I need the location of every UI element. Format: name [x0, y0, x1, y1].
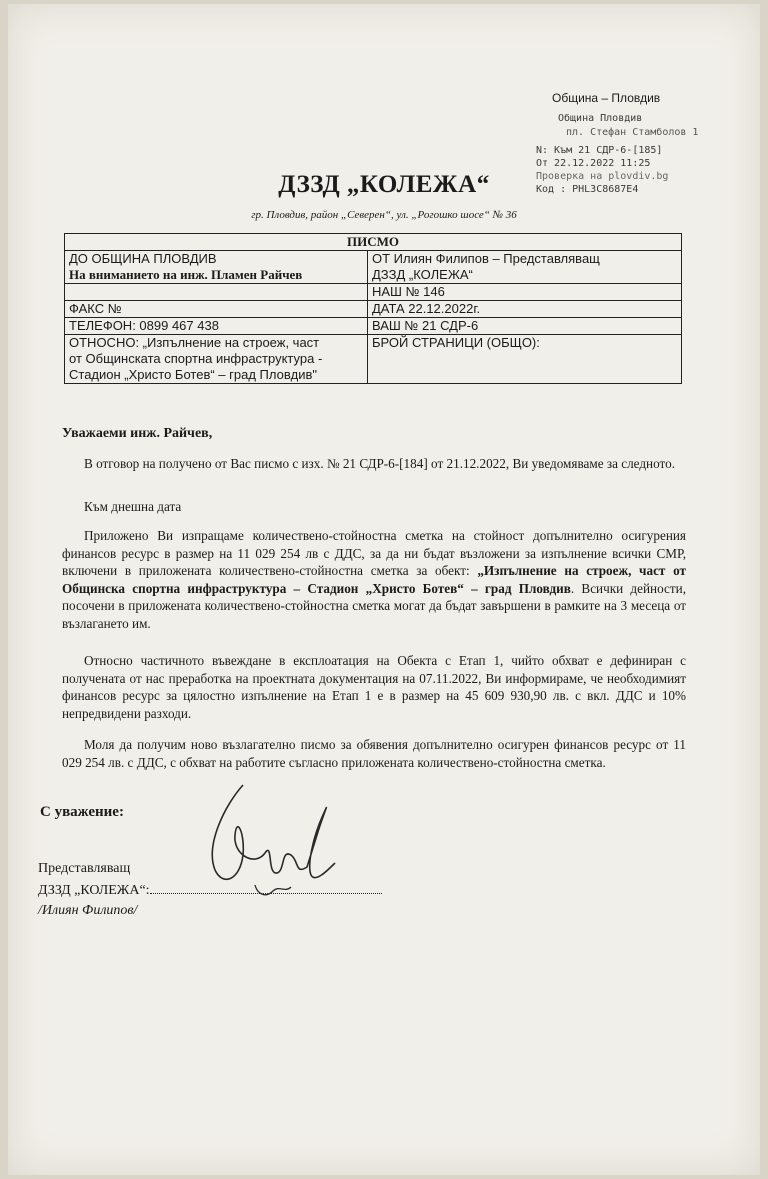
stamp-line: От 22.12.2022 11:25: [536, 158, 651, 169]
sender-line: ОТ Илиян Филипов – Представляващ: [372, 251, 600, 266]
empty-cell: [65, 284, 368, 301]
subject-line: ОТНОСНО: „Изпълнение на строеж, част: [69, 335, 320, 350]
company-title: ДЗЗД „КОЛЕЖА“: [278, 171, 490, 198]
project-name: „Изпълнение на строеж, част от Общинска спортна инфраструктура – Стадион „Христо Ботев“ – град Пловдив: [62, 563, 686, 596]
recipient-cell: [65, 251, 368, 284]
stamp-line: Проверка на plovdiv.bg: [536, 171, 669, 182]
paragraph-date: Към днешна дата: [84, 499, 182, 514]
signer-role: Представляващ: [38, 861, 131, 876]
page-count-cell: БРОЙ СТРАНИЦИ (ОБЩО):: [368, 335, 682, 384]
signer-name: /Илиян Филипов/: [38, 903, 138, 918]
estimate-text: Приложено Ви изпращаме количествено-стойностна сметка на стойност допълнително осигурения финансов ресурс в размер на 11 029 254 лв с ДДС, за да ни бъдат възложени за изпълнение всички СМР, включени в приложената количествено-стойностна сметка за обект:: [62, 528, 686, 578]
attention-line: На вниманието на инж. Пламен Райчев: [69, 267, 303, 282]
sender-company: ДЗЗД „КОЛЕЖА“: [372, 267, 473, 282]
our-number: НАШ № 146: [368, 284, 682, 301]
recipient-line: ДО ОБЩИНА ПЛОВДИВ: [69, 251, 217, 266]
stamp-organization: Община – Пловдив: [552, 91, 661, 105]
stamp-line: Община Пловдив: [558, 113, 643, 124]
fax-cell: ФАКС №: [65, 301, 368, 318]
subject-line: Стадион „Христо Ботев“ – град Пловдив": [69, 367, 317, 382]
your-number-cell: ВАШ № 21 СДР-6: [368, 318, 682, 335]
subject-line: от Общинската спортна инфраструктура -: [69, 351, 323, 366]
sender-cell: [368, 251, 682, 284]
closing: С уважение:: [40, 804, 124, 820]
handwritten-signature: [195, 775, 355, 905]
paragraph-reply: В отговор на получено от Вас писмо с изх. № 21 СДР-6-[184] от 21.12.2022, Ви уведомяваме за следното.: [84, 456, 676, 471]
paragraph-stage1: Относно частичното въвеждане в експлоатация на Обекта с Етап 1, чийто обхват е дефиниран с получената от нас преработка на проектната документация на 07.11.2022, Ви информираме, че необходимият финансов ресурс за цялостно изпълнение на Етап 1 е в размер на 45 609 930,90 лв. с вкл. ДДС и 10% непредвидени разходи.: [62, 653, 686, 721]
date-cell: ДАТА 22.12.2022г.: [368, 301, 682, 318]
stamp-line: пл. Стефан Стамболов 1: [566, 127, 699, 138]
salutation: Уважаеми инж. Райчев,: [62, 426, 213, 441]
signer-company: ДЗЗД „КОЛЕЖА“:: [38, 883, 150, 898]
company-address: гр. Пловдив, район „Северен“, ул. „Рогошко шосе“ № 36: [251, 209, 517, 221]
subject-cell: [65, 335, 368, 384]
estimate-text-end: . Всички дейности, посочени в приложената количествено-стойностна сметка могат да бъдат завършени в рамките на 3 месеца от възлагането им.: [62, 580, 687, 631]
paragraph-estimate: [62, 527, 686, 632]
letter-header-table: [64, 233, 682, 384]
stamp-line: Код : PHL3C8687E4: [536, 184, 639, 195]
paragraph-request: Моля да получим ново възлагателно писмо за обявения допълнително осигурен финансов ресурс от 11 029 254 лв. с ДДС, с обхват на работите съгласно приложената количествено-стойностна сметка.: [62, 737, 686, 770]
table-title: ПИСМО: [65, 234, 682, 251]
phone-cell: ТЕЛЕФОН: 0899 467 438: [65, 318, 368, 335]
stamp-line: N: Към 21 СДР-6-[185]: [536, 145, 663, 156]
